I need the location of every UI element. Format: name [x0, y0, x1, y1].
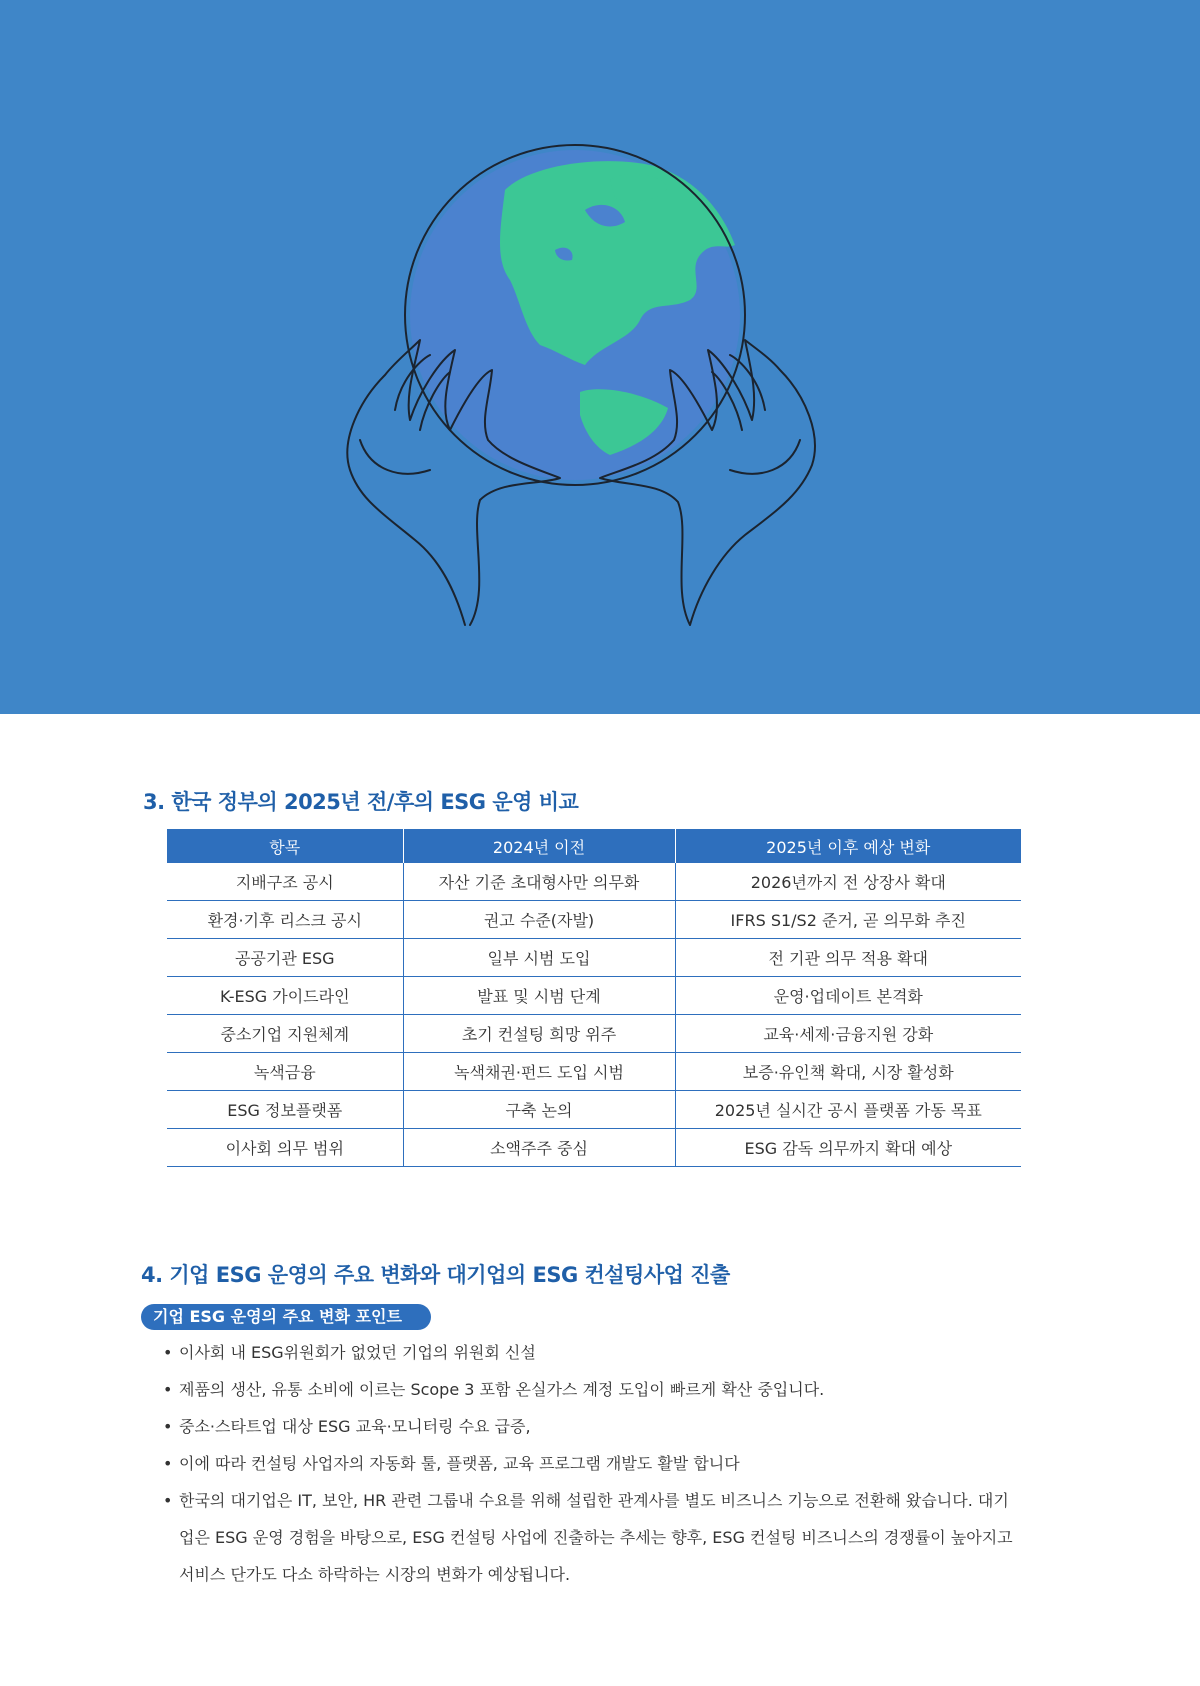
table-cell: 자산 기준 초대형사만 의무화: [403, 863, 675, 901]
hero-banner: [0, 0, 1200, 714]
table-cell: IFRS S1/S2 준거, 곧 의무화 추진: [675, 901, 1021, 939]
table-row: [167, 1015, 1021, 1053]
table-row: [167, 901, 1021, 939]
table-cell: 공공기관 ESG: [167, 939, 403, 977]
list-item: • 이에 따라 컨설팅 사업자의 자동화 툴, 플랫폼, 교육 프로그램 개발도 활발 합니다: [163, 1445, 1013, 1482]
table-cell: 소액주주 중심: [403, 1129, 675, 1167]
table-cell: 보증·유인책 확대, 시장 활성화: [675, 1053, 1021, 1091]
globe: [405, 145, 745, 485]
section-3-title: 3. 한국 정부의 2025년 전/후의 ESG 운영 비교: [143, 790, 579, 814]
table-row: [167, 1053, 1021, 1091]
table-cell: ESG 정보플랫폼: [167, 1091, 403, 1129]
table-cell: 일부 시범 도입: [403, 939, 675, 977]
list-item: • 중소·스타트업 대상 ESG 교육·모니터링 수요 급증,: [163, 1408, 1013, 1445]
table-cell: 녹색금융: [167, 1053, 403, 1091]
table-header-cell: 2025년 이후 예상 변화: [675, 829, 1021, 863]
list-item: • 제품의 생산, 유통 소비에 이르는 Scope 3 포함 온실가스 계정 도입이 빠르게 확산 중입니다.: [163, 1371, 1013, 1408]
table-cell: 2026년까지 전 상장사 확대: [675, 863, 1021, 901]
table-row: [167, 1091, 1021, 1129]
table-cell: 초기 컨설팅 희망 위주: [403, 1015, 675, 1053]
hands-holding-globe-illustration: [0, 0, 1200, 714]
table-cell: 이사회 의무 범위: [167, 1129, 403, 1167]
table-row: [167, 1129, 1021, 1167]
esg-comparison-table: [167, 829, 1021, 1167]
table-cell: 녹색채권·펀드 도입 시범: [403, 1053, 675, 1091]
table-cell: 운영·업데이트 본격화: [675, 977, 1021, 1015]
table-cell: 지배구조 공시: [167, 863, 403, 901]
table-cell: 구축 논의: [403, 1091, 675, 1129]
table-cell: 중소기업 지원체계: [167, 1015, 403, 1053]
section-4-title: 4. 기업 ESG 운영의 주요 변화와 대기업의 ESG 컨설팅사업 진출: [141, 1263, 730, 1287]
table-cell: 환경·기후 리스크 공시: [167, 901, 403, 939]
table-row: [167, 939, 1021, 977]
table-header-cell: 2024년 이전: [403, 829, 675, 863]
key-changes-list: [163, 1334, 1013, 1593]
table-header-row: [167, 829, 1021, 863]
table-cell: 2025년 실시간 공시 플랫폼 가동 목표: [675, 1091, 1021, 1129]
table-cell: 권고 수준(자발): [403, 901, 675, 939]
table-cell: K-ESG 가이드라인: [167, 977, 403, 1015]
table-cell: 발표 및 시범 단계: [403, 977, 675, 1015]
table-row: [167, 863, 1021, 901]
list-item: • 한국의 대기업은 IT, 보안, HR 관련 그룹내 수요를 위해 설립한 관계사를 별도 비즈니스 기능으로 전환해 왔습니다. 대기업은 ESG 운영 경험을 바탕으로, ESG 컨설팅 사업에 진출하는 추세는 향후, ESG 컨설팅 비즈니스의 경쟁률이 높아지고 서비스 단가도 다소 하락하는 시장의 변화가 예상됩니다.: [163, 1482, 1013, 1593]
table-row: [167, 977, 1021, 1015]
table-cell: ESG 감독 의무까지 확대 예상: [675, 1129, 1021, 1167]
table-cell: 전 기관 의무 적용 확대: [675, 939, 1021, 977]
table-header-cell: 항목: [167, 829, 403, 863]
key-changes-badge: 기업 ESG 운영의 주요 변화 포인트: [141, 1304, 431, 1330]
table-cell: 교육·세제·금융지원 강화: [675, 1015, 1021, 1053]
list-item: • 이사회 내 ESG위원회가 없었던 기업의 위원회 신설: [163, 1334, 1013, 1371]
